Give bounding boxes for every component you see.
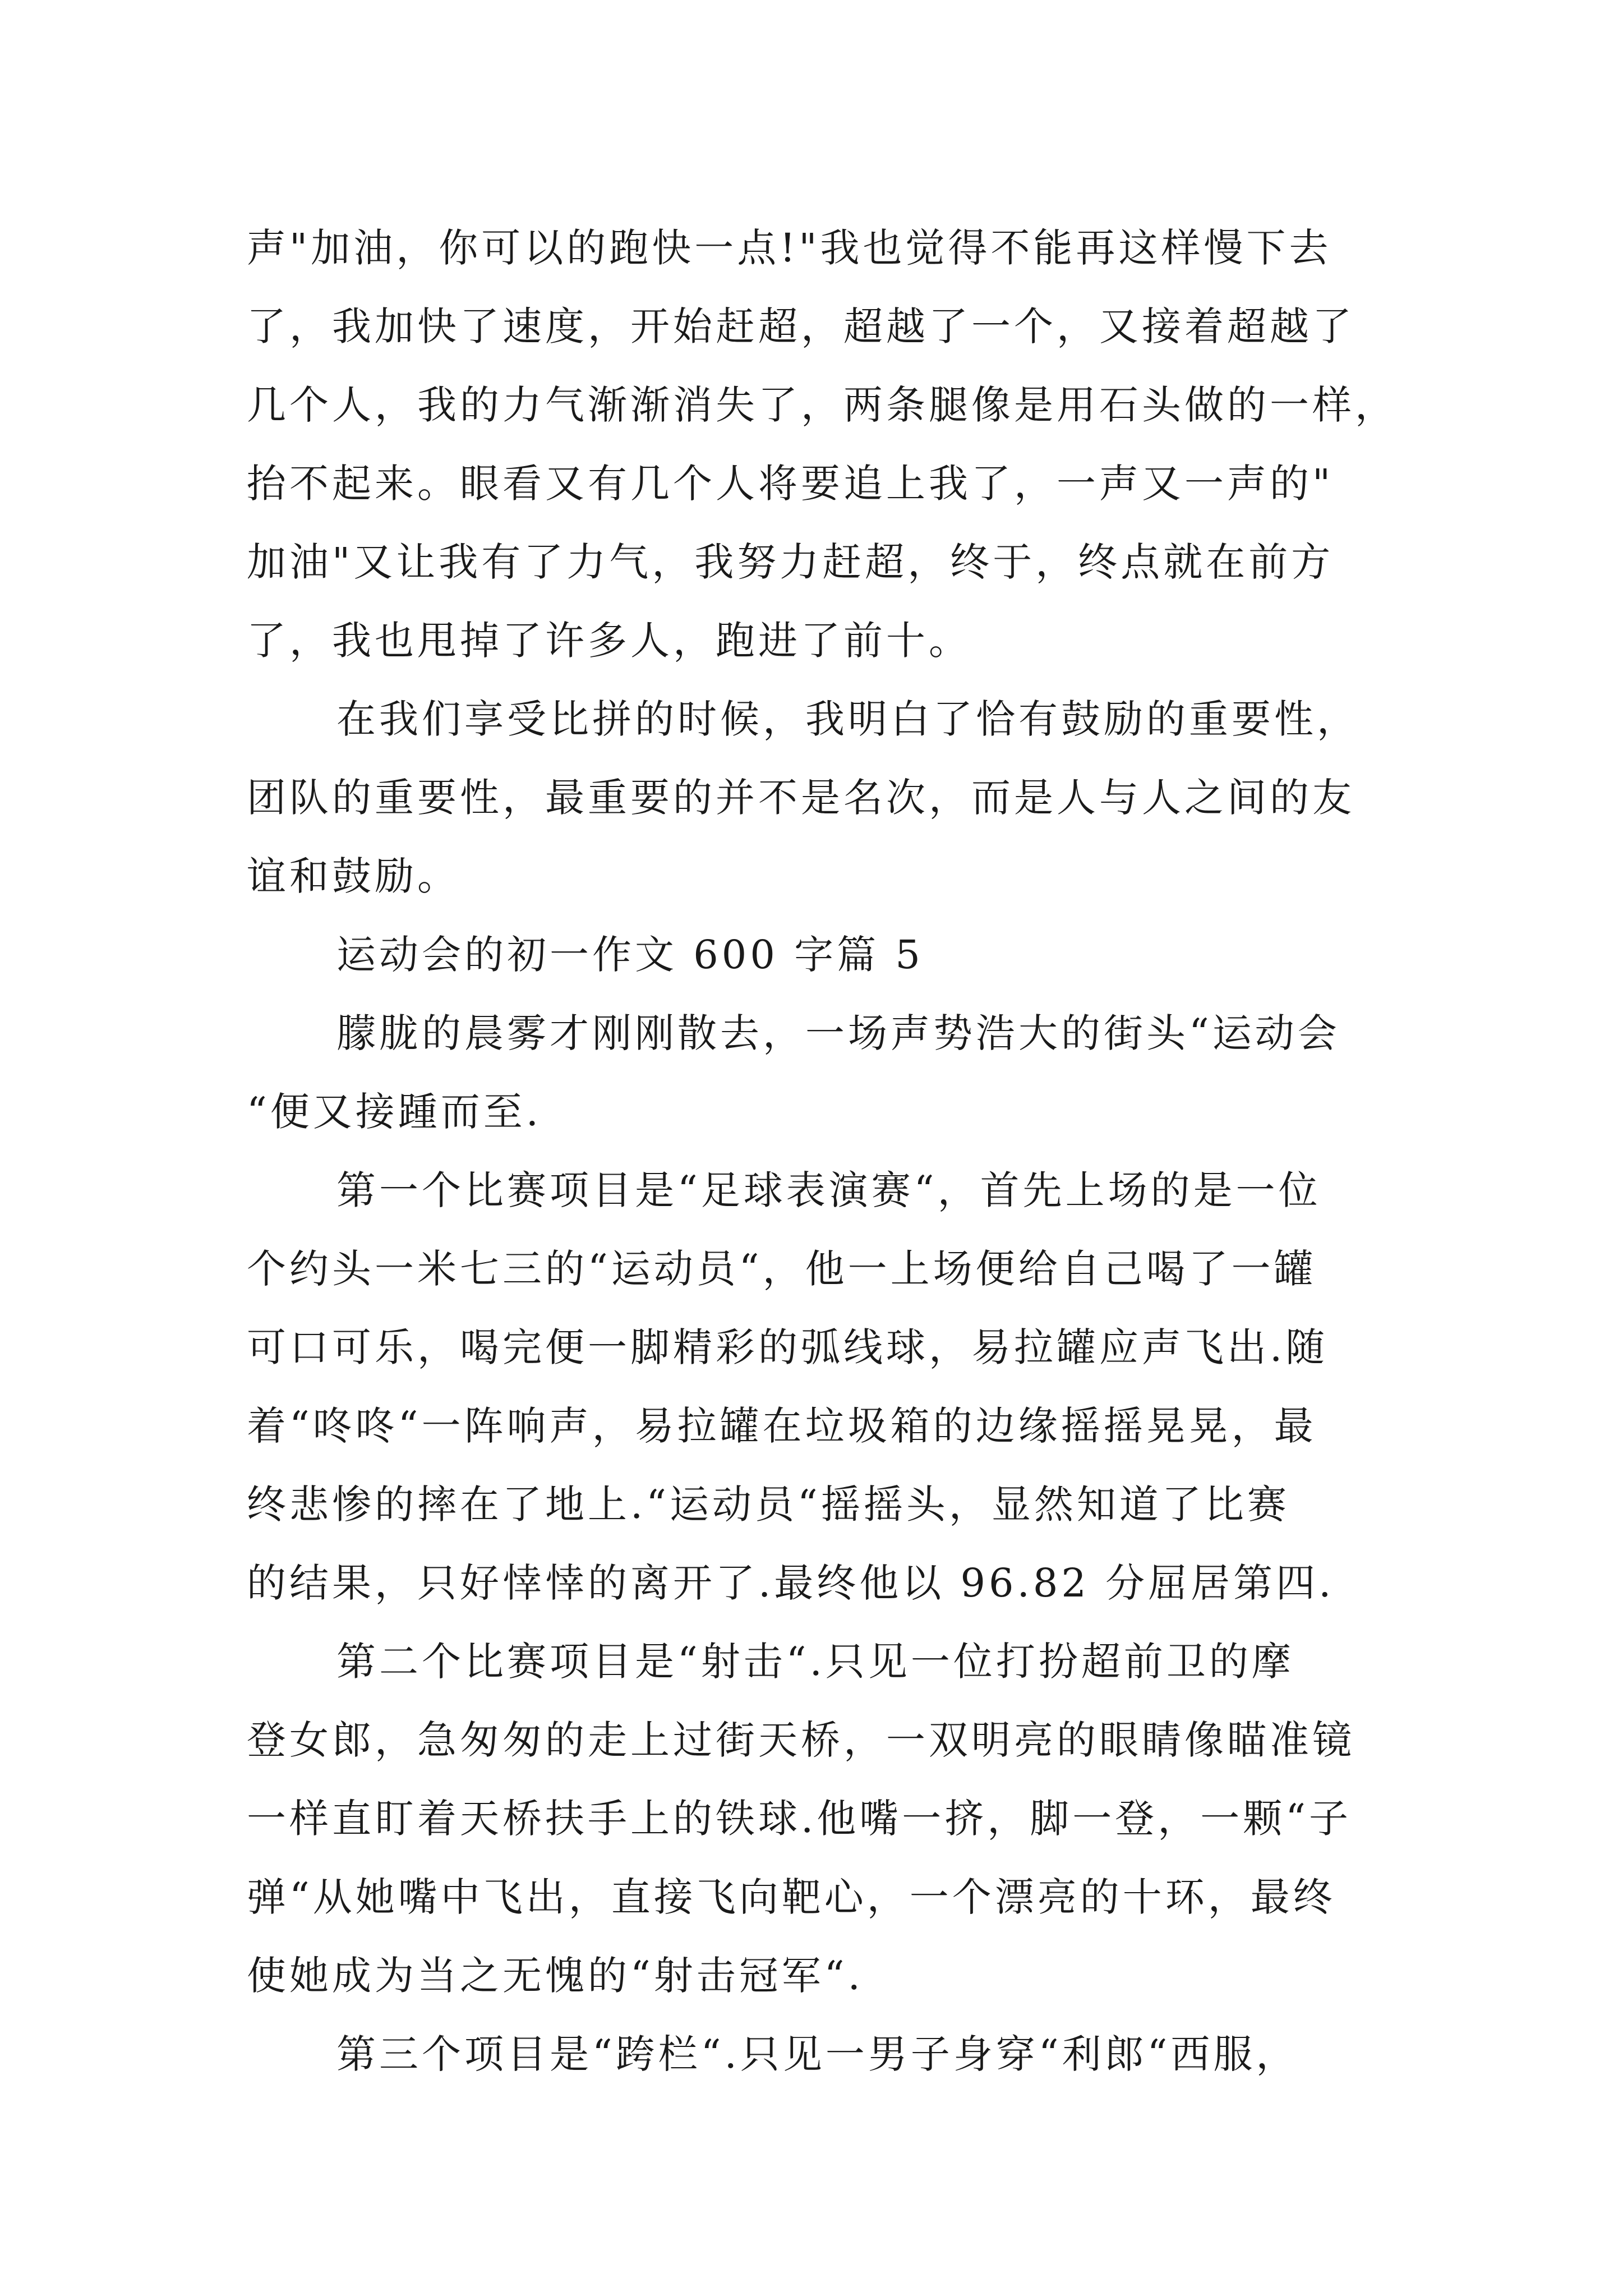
paragraph-start-line: 朦胧的晨雾才刚刚散去，一场声势浩大的街头“运动会 (336, 1010, 1340, 1056)
text-line: “便又接踵而至. (247, 1089, 542, 1135)
section-heading: 运动会的初一作文 600 字篇 5 (336, 932, 924, 978)
text-line: 谊和鼓励。 (247, 853, 460, 899)
paragraph-start-line: 第一个比赛项目是“足球表演赛“，首先上场的是一位 (336, 1167, 1321, 1213)
text-line: 使她成为当之无愧的“射击冠军“. (247, 1953, 864, 1999)
paragraph-start-line: 第二个比赛项目是“射击“.只见一位打扮超前卫的摩 (336, 1639, 1294, 1685)
text-line: 弹“从她嘴中飞出，直接飞向靶心，一个漂亮的十环，最终 (247, 1874, 1336, 1920)
text-line: 抬不起来。眼看又有几个人将要追上我了，一声又一声的" (247, 461, 1334, 507)
text-line: 了，我也甩掉了许多人，跑进了前十。 (247, 618, 971, 664)
text-line: 了，我加快了速度，开始赶超，超越了一个，又接着超越了 (247, 303, 1355, 349)
text-line: 一样直盯着天桥扶手上的铁球.他嘴一挤，脚一登，一颗“子 (247, 1796, 1352, 1842)
text-line: 可口可乐，喝完便一脚精彩的弧线球，易拉罐应声飞出.随 (247, 1324, 1329, 1370)
text-line: 声"加油，你可以的跑快一点!"我也觉得不能再这样慢下去 (247, 225, 1332, 271)
text-line: 团队的重要性，最重要的并不是名次，而是人与人之间的友 (247, 775, 1355, 821)
text-line: 登女郎，急匆匆的走上过街天桥，一双明亮的眼睛像瞄准镜 (247, 1717, 1355, 1763)
document-body (247, 209, 1398, 2093)
text-line: 加油"又让我有了力气，我努力赶超，终于，终点就在前方 (247, 539, 1334, 585)
text-line: 几个人，我的力气渐渐消失了，两条腿像是用石头做的一样， (247, 382, 1398, 428)
text-line: 着“咚咚“一阵响声，易拉罐在垃圾箱的边缘摇摇晃晃，最 (247, 1403, 1317, 1449)
text-line: 的结果，只好悻悻的离开了.最终他以 96.82 分屈居第四. (247, 1560, 1335, 1606)
text-line: 终悲惨的摔在了地上.“运动员“摇摇头，显然知道了比赛 (247, 1481, 1290, 1527)
paragraph-start-line: 第三个项目是“跨栏“.只见一男子身穿“利郎“西服， (336, 2031, 1299, 2077)
text-line: 个约头一米七三的“运动员“，他一上场便给自己喝了一罐 (247, 1246, 1317, 1292)
paragraph-start-line: 在我们享受比拼的时候，我明白了恰有鼓励的重要性， (336, 696, 1359, 742)
